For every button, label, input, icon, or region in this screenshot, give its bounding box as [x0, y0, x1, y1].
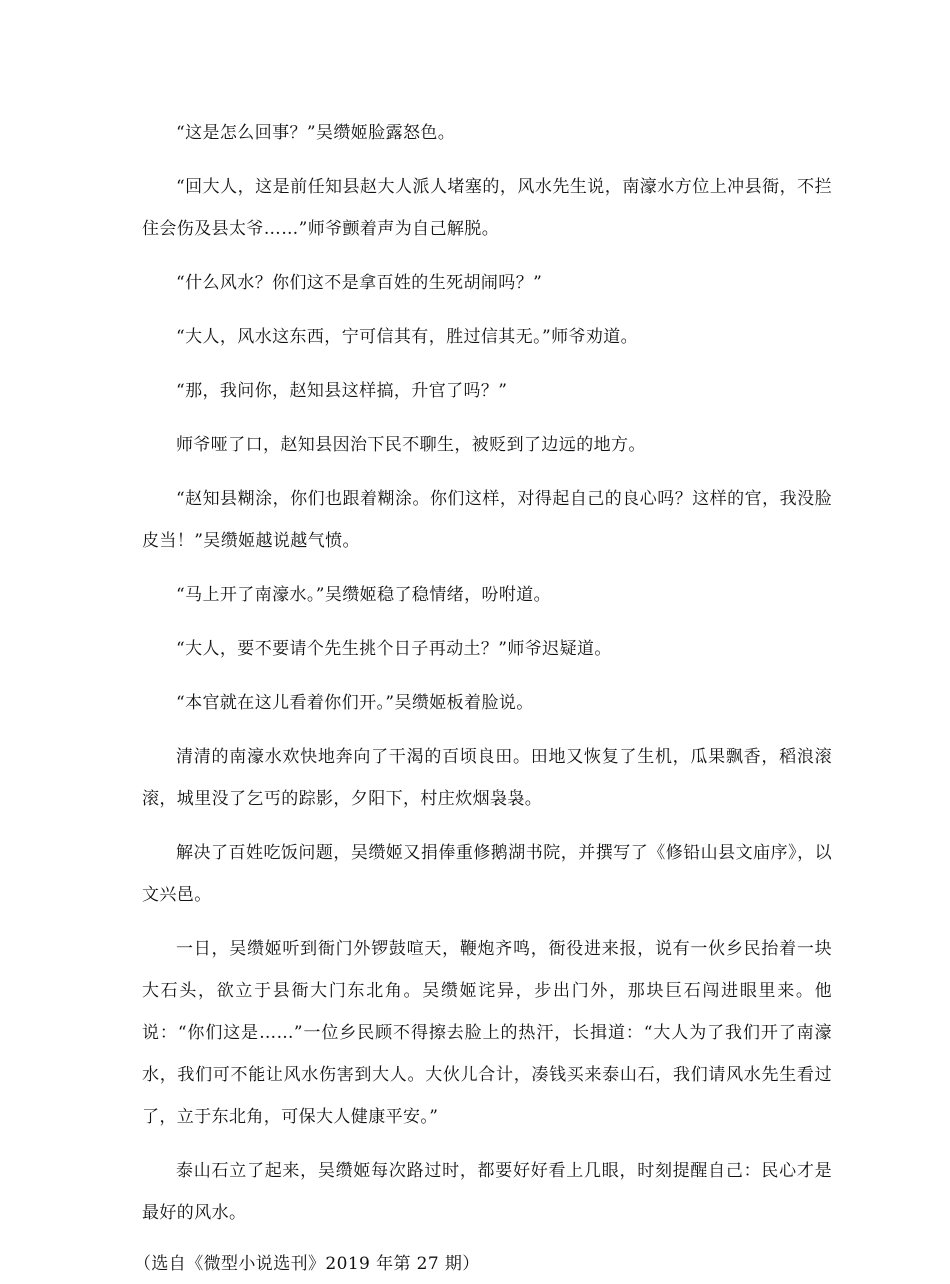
paragraph: “大人，要不要请个先生挑个日子再动土？”师爷迟疑道。 — [176, 639, 612, 659]
paragraph: “大人，风水这东西，宁可信其有，胜过信其无。”师爷劝道。 — [176, 327, 639, 347]
paragraph: “本官就在这儿看着你们开。”吴缵姬板着脸说。 — [176, 693, 534, 713]
paragraph: “什么风水？你们这不是拿百姓的生死胡闹吗？” — [176, 273, 543, 293]
paragraph: 解决了百姓吃饭问题，吴缵姬又捐俸重修鹅湖书院，并撰写了《修铅山县文庙序》，以文兴邑。 — [142, 843, 832, 905]
paragraph: “这是怎么回事？”吴缵姬脸露怒色。 — [176, 123, 456, 143]
paragraph: 一日，吴缵姬听到衙门外锣鼓喧天，鞭炮齐鸣，衙役进来报，说有一伙乡民抬着一块大石头，欲立于县衙大门东北角。吴缵姬诧异，步出门外，那块巨石闯进眼里来。他说：“你们这是……”一位乡民顾不得擦去脸上的热汗，长揖道：“大人为了我们开了南濠水，我们可不能让风水伤害到大人。大伙儿合计，凑钱买来泰山石，我们请风水先生看过了，立于东北角，可保大人健康平安。” — [142, 939, 832, 1127]
paragraph: “马上开了南濠水。”吴缵姬稳了稳情绪，吩咐道。 — [176, 585, 552, 605]
paragraph: “赵知县糊涂，你们也跟着糊涂。你们这样，对得起自己的良心吗？这样的官，我没脸皮当！”吴缵姬越说越气愤。 — [142, 489, 832, 551]
paragraph: “那，我问你，赵知县这样搞，升官了吗？” — [176, 381, 508, 401]
paragraph: 泰山石立了起来，吴缵姬每次路过时，都要好好看上几眼，时刻提醒自己：民心才是最好的风水。 — [142, 1161, 832, 1223]
paragraph: 师爷哑了口，赵知县因治下民不聊生，被贬到了边远的地方。 — [176, 435, 646, 455]
article-body — [134, 112, 832, 1284]
paragraph: 清清的南濠水欢快地奔向了干渴的百顷良田。田地又恢复了生机，瓜果飘香，稻浪滚滚，城里没了乞丐的踪影，夕阳下，村庄炊烟袅袅。 — [142, 747, 832, 809]
paragraph: “回大人，这是前任知县赵大人派人堵塞的，风水先生说，南濠水方位上冲县衙，不拦住会伤及县太爷……”师爷颤着声为自己解脱。 — [142, 177, 832, 239]
source-citation: （选自《微型小说选刊》2019 年第 27 期） — [134, 1254, 480, 1274]
